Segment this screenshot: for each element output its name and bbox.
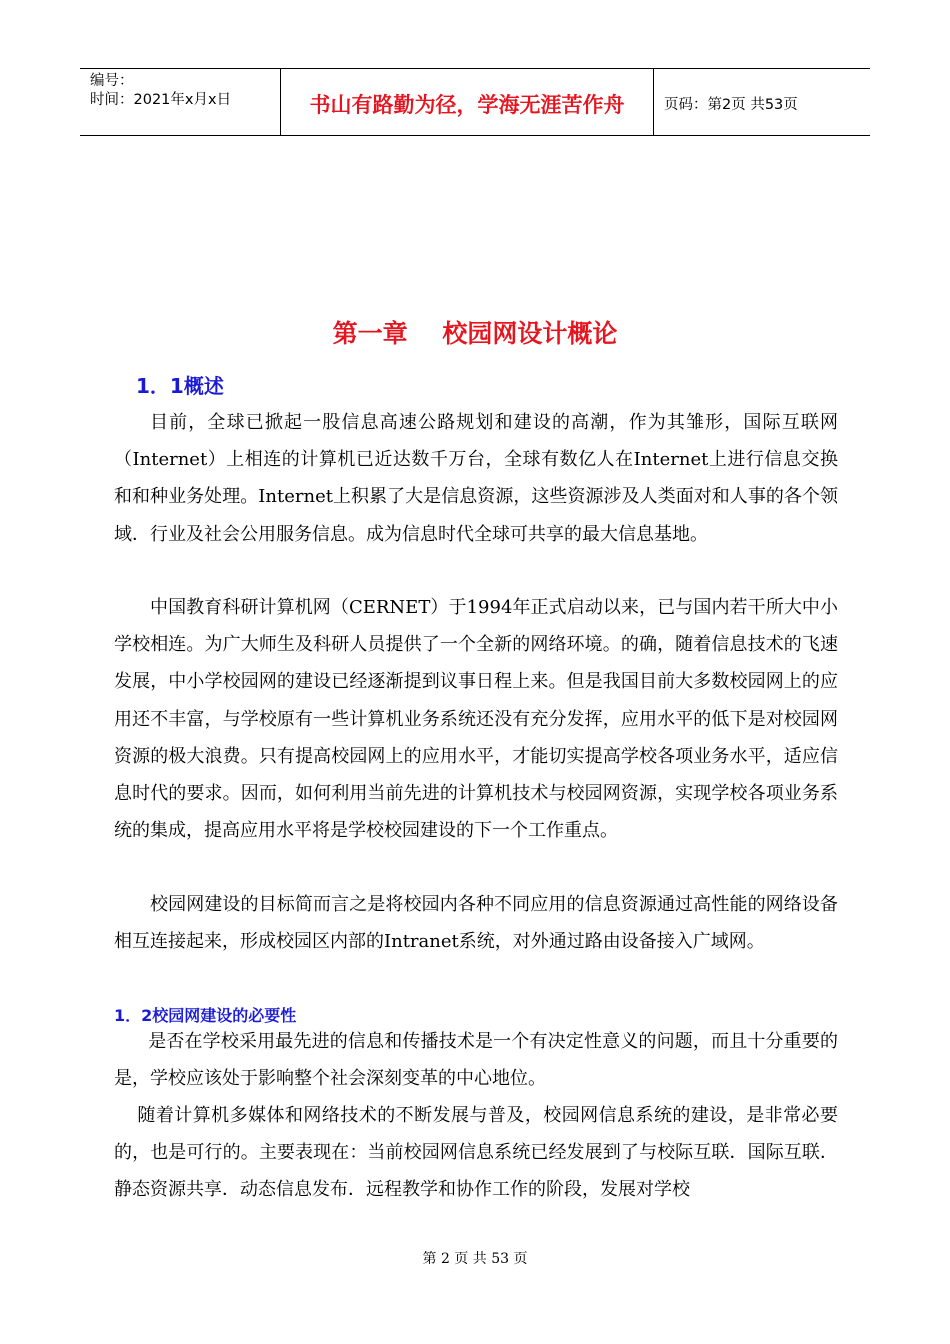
header-page-info: 页码：第2页 共53页 <box>664 96 798 113</box>
paragraph-2: 中国教育科研计算机网（CERNET）于1994年正式启动以来，已与国内若干所大中小学校相连。为广大师生及科研人员提供了一个全新的网络环境。的确，随着信息技术的飞速发展，中小学校园网的建设已经逐渐提到议事日程上来。但是我国目前大多数校园网上的应用还不丰富，与学校原有一些计算机业务系统还没有充分发挥，应用水平的低下是对校园网资源的极大浪费。只有提高校园网上的应用水平，才能切实提高学校各项业务水平，适应信息时代的要求。因而，如何利用当前先进的计算机技术与校园网资源，实现学校各项业务系统的集成，提高应用水平将是学校校园建设的下一个工作重点。 <box>114 597 838 842</box>
section-heading-overview: 1．1概述 <box>136 374 224 398</box>
paragraph-4: 是否在学校采用最先进的信息和传播技术是一个有决定性意义的问题，而且十分重要的是，学校应该处于影响整个社会深刻变革的中心地位。 <box>114 1031 838 1090</box>
paragraph-5: 随着计算机多媒体和网络技术的不断发展与普及，校园网信息系统的建设，是非常必要的，也是可行的。主要表现在：当前校园网信息系统已经发展到了与校际互联．国际互联．静态资源共享．动态信息发布．远程教学和协作工作的阶段，发展对学校 <box>114 1105 838 1201</box>
serial-label: 编号： <box>90 73 134 89</box>
chapter-title: 第一章 校园网设计概论 <box>332 319 618 348</box>
section-heading-necessity: 1．2校园网建设的必要性 <box>114 1006 297 1025</box>
paragraph-1: 目前，全球已掀起一股信息高速公路规划和建设的高潮，作为其雏形，国际互联网（Internet）上相连的计算机已近达数千万台，全球有数亿人在Internet上进行信息交换和和种业务处理。Internet上积累了大是信息资源，这些资源涉及人类面对和人事的各个领域．行业及社会公用服务信息。成为信息时代全球可共享的最大信息基地。 <box>114 412 838 545</box>
page-footer: 第 2 页 共 53 页 <box>422 1251 528 1267</box>
date-label: 时间：2021年x月x日 <box>90 92 232 108</box>
paragraph-3: 校园网建设的目标简而言之是将校园内各种不同应用的信息资源通过高性能的网络设备相互连接起来，形成校园区内部的Intranet系统，对外通过路由设备接入广域网。 <box>114 894 838 953</box>
page-header <box>80 68 870 136</box>
header-motto: 书山有路勤为径，学海无涯苦作舟 <box>281 69 654 135</box>
header-meta-cell <box>80 69 281 135</box>
